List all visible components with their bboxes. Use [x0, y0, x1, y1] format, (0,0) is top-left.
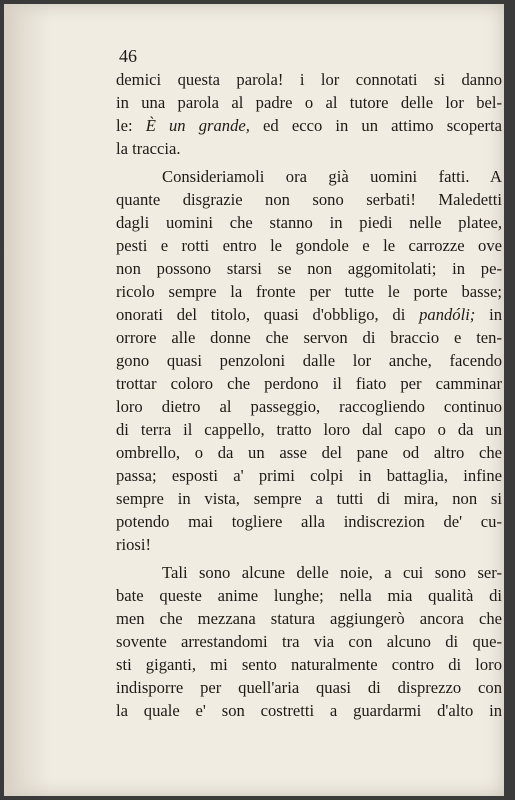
text-line: [116, 303, 502, 326]
text-line: indisporre per quell'aria quasi di disprezzo con: [116, 678, 502, 697]
paragraph: [116, 165, 502, 556]
page-number: 46: [119, 46, 137, 66]
text-line: bate queste anime lunghe; nella mia qualità di: [116, 586, 502, 605]
text-run: le:: [116, 116, 146, 135]
text-run: onorati del titolo, quasi d'obbligo, di: [116, 305, 420, 324]
italic-phrase: pandóli;: [419, 305, 476, 324]
text-line: riosi!: [116, 535, 152, 554]
text-run: ed ecco in un attimo scoperta: [249, 116, 502, 135]
text-line: Tali sono alcune delle noie, a cui sono ser-: [162, 563, 502, 582]
text-line: men che mezzana statura aggiungerò ancora che: [116, 609, 502, 628]
page-gutter-shadow: [4, 4, 50, 796]
text-line: trottar coloro che perdono il fiato per camminar: [116, 374, 502, 393]
text-line: Consideriamoli ora già uomini fatti. A: [162, 167, 502, 186]
text-line: passa; esposti a' primi colpi in battaglia, infine: [116, 466, 502, 485]
text-line: orrore alle donne che servon di braccio e ten-: [116, 328, 502, 347]
text-line: ricolo sempre la fronte per tutte le porte basse;: [116, 282, 502, 301]
text-line: la quale e' son costretti a guardarmi d'alto in: [116, 701, 502, 720]
body-text: [116, 68, 502, 722]
text-line: non possono starsi se non aggomitolati; in pe-: [116, 259, 502, 278]
text-line: dagli uomini che stanno in piedi nelle platee,: [116, 213, 502, 232]
text-line: di terra il cappello, tratto loro dal capo o da un: [116, 420, 502, 439]
paragraph: [116, 68, 502, 160]
text-line: [116, 114, 502, 137]
text-block: [116, 44, 502, 722]
text-line: sempre in vista, sempre a tutti di mira, non si: [116, 489, 502, 508]
text-line: potendo mai togliere alla indiscrezion de' cu-: [116, 512, 502, 531]
italic-phrase: È un grande,: [145, 116, 250, 135]
text-line: in una parola al padre o al tutore delle lor bel-: [116, 93, 502, 112]
text-line: sti giganti, mi sento naturalmente contro di loro: [116, 655, 502, 674]
paragraph: [116, 561, 502, 722]
text-line: pesti e rotti entro le gondole e le carrozze ove: [116, 236, 502, 255]
book-page: [4, 4, 504, 796]
text-line: sovente arrestandomi tra via con alcuno di que-: [116, 632, 502, 651]
text-run: in: [475, 305, 502, 324]
text-line: demici questa parola! i lor connotati si danno: [116, 70, 502, 89]
text-line: quante disgrazie non sono serbati! Maledetti: [116, 190, 502, 209]
text-line: la traccia.: [116, 139, 181, 158]
text-line: gono quasi penzoloni dalle lor anche, facendo: [116, 351, 502, 370]
text-line: loro dietro al passeggio, raccogliendo continuo: [116, 397, 502, 416]
text-line: ombrello, o da un asse del pane od altro che: [116, 443, 502, 462]
